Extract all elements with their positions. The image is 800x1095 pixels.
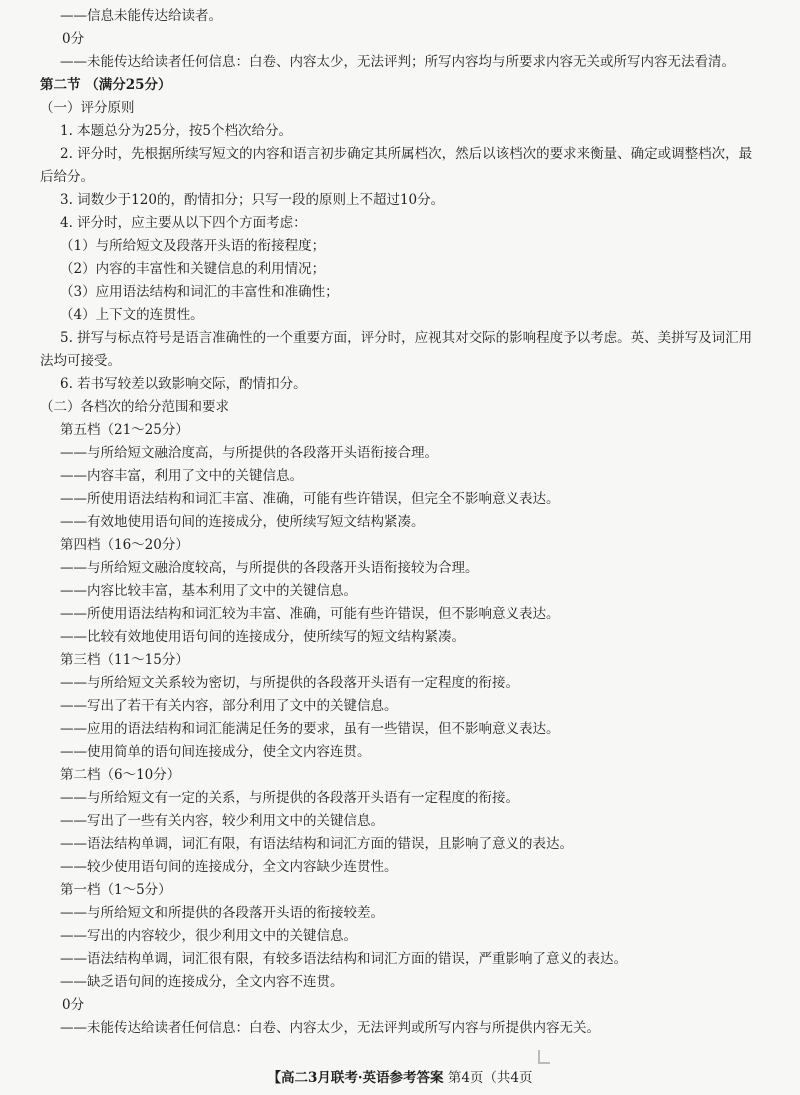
level-criterion: ——与所给短文和所提供的各段落开头语的衔接较差。 — [60, 905, 384, 921]
level-criterion: ——与所给短文融洽度较高，与所提供的各段落开头语衔接较为合理。 — [60, 560, 479, 576]
level-criterion: ——应用的语法结构和词汇能满足任务的要求，虽有一些错误，但不影响意义表达。 — [60, 721, 560, 737]
level-criterion: ——写出的内容较少，很少利用文中的关键信息。 — [60, 928, 357, 944]
level-criterion: ——缺乏语句间的连接成分，全文内容不连贯。 — [60, 974, 344, 990]
level-title: 第五档（21～25分） — [60, 422, 189, 438]
level-title: 第三档（11～15分） — [60, 652, 189, 668]
level-title: 第二档（6～10分） — [60, 767, 181, 783]
level-title: 第一档（1～5分） — [60, 882, 172, 898]
level-criterion: ——内容丰富，利用了文中的关键信息。 — [60, 468, 303, 484]
level-criterion: ——比较有效地使用语句间的连接成分，使所续写的短文结构紧凑。 — [60, 629, 465, 645]
level-title: 第四档（16～20分） — [60, 537, 189, 553]
principle-item: 4. 评分时，应主要从以下四个方面考虑： — [60, 215, 307, 231]
level-criterion: ——写出了若干有关内容，部分利用了文中的关键信息。 — [60, 698, 398, 714]
text-line: ——信息未能传达给读者。 — [60, 8, 222, 24]
level-criterion: ——语法结构单调，词汇很有限，有较多语法结构和词汇方面的错误，严重影响了意义的表达。 — [60, 951, 627, 967]
score-label: 0分 — [62, 997, 85, 1013]
principle-item-cont: 法均可接受。 — [40, 353, 121, 369]
level-criterion: ——未能传达给读者任何信息：白卷、内容太少，无法评判或所写内容与所提供内容无关。 — [60, 1020, 600, 1036]
principle-subitem: （2）内容的丰富性和关键信息的利用情况； — [60, 261, 326, 277]
level-criterion: ——有效地使用语句间的连接成分，使所续写短文结构紧凑。 — [60, 514, 425, 530]
principle-item: 6. 若书写较差以致影响交际，酌情扣分。 — [60, 376, 307, 392]
principle-subitem: （1）与所给短文及段落开头语的衔接程度； — [60, 238, 326, 254]
principle-item: 3. 词数少于120的，酌情扣分；只写一段的原则上不超过10分。 — [60, 192, 445, 208]
scan-corner-mark — [538, 1050, 550, 1064]
page-footer — [0, 1066, 800, 1086]
level-criterion: ——语法结构单调，词汇有限，有语法结构和词汇方面的错误，且影响了意义的表达。 — [60, 836, 573, 852]
principle-item: 1. 本题总分为25分，按5个档次给分。 — [60, 123, 292, 139]
text-line: ——未能传达给读者任何信息：白卷、内容太少，无法评判；所写内容均与所要求内容无关或所写内容无法看清。 — [60, 54, 735, 70]
footer-page-number: 第4页（共4页 — [443, 1070, 533, 1086]
level-criterion: ——较少使用语句间的连接成分，全文内容缺少连贯性。 — [60, 859, 398, 875]
subsection-title: （一）评分原则 — [40, 100, 135, 116]
principle-subitem: （4）上下文的连贯性。 — [60, 307, 204, 323]
principle-item: 5. 拼写与标点符号是语言准确性的一个重要方面，评分时，应视其对交际的影响程度予以考虑。英、美拼写及词汇用 — [60, 330, 753, 346]
principle-item: 2. 评分时，先根据所续写短文的内容和语言初步确定其所属档次，然后以该档次的要求来衡量、确定或调整档次，最 — [60, 146, 753, 162]
level-criterion: ——与所给短文有一定的关系，与所提供的各段落开头语有一定程度的衔接。 — [60, 790, 519, 806]
level-criterion: ——使用简单的语句间连接成分，使全文内容连贯。 — [60, 744, 371, 760]
subsection-title: （二）各档次的给分范围和要求 — [40, 399, 229, 415]
level-criterion: ——内容比较丰富，基本利用了文中的关键信息。 — [60, 583, 357, 599]
document-body — [0, 5, 800, 1040]
principle-subitem: （3）应用语法结构和词汇的丰富性和准确性； — [60, 284, 339, 300]
level-criterion: ——所使用语法结构和词汇丰富、准确，可能有些许错误，但完全不影响意义表达。 — [60, 491, 560, 507]
footer-title: 【高二3月联考·英语参考答案 — [267, 1070, 444, 1086]
level-criterion: ——写出了一些有关内容，较少利用文中的关键信息。 — [60, 813, 384, 829]
section-heading: 第二节 （满分25分） — [40, 77, 172, 93]
level-criterion: ——与所给短文关系较为密切，与所提供的各段落开头语有一定程度的衔接。 — [60, 675, 519, 691]
score-label: 0分 — [62, 31, 85, 47]
level-criterion: ——与所给短文融洽度高，与所提供的各段落开头语衔接合理。 — [60, 445, 438, 461]
level-criterion: ——所使用语法结构和词汇较为丰富、准确，可能有些许错误，但不影响意义表达。 — [60, 606, 560, 622]
principle-item-cont: 后给分。 — [40, 169, 94, 185]
